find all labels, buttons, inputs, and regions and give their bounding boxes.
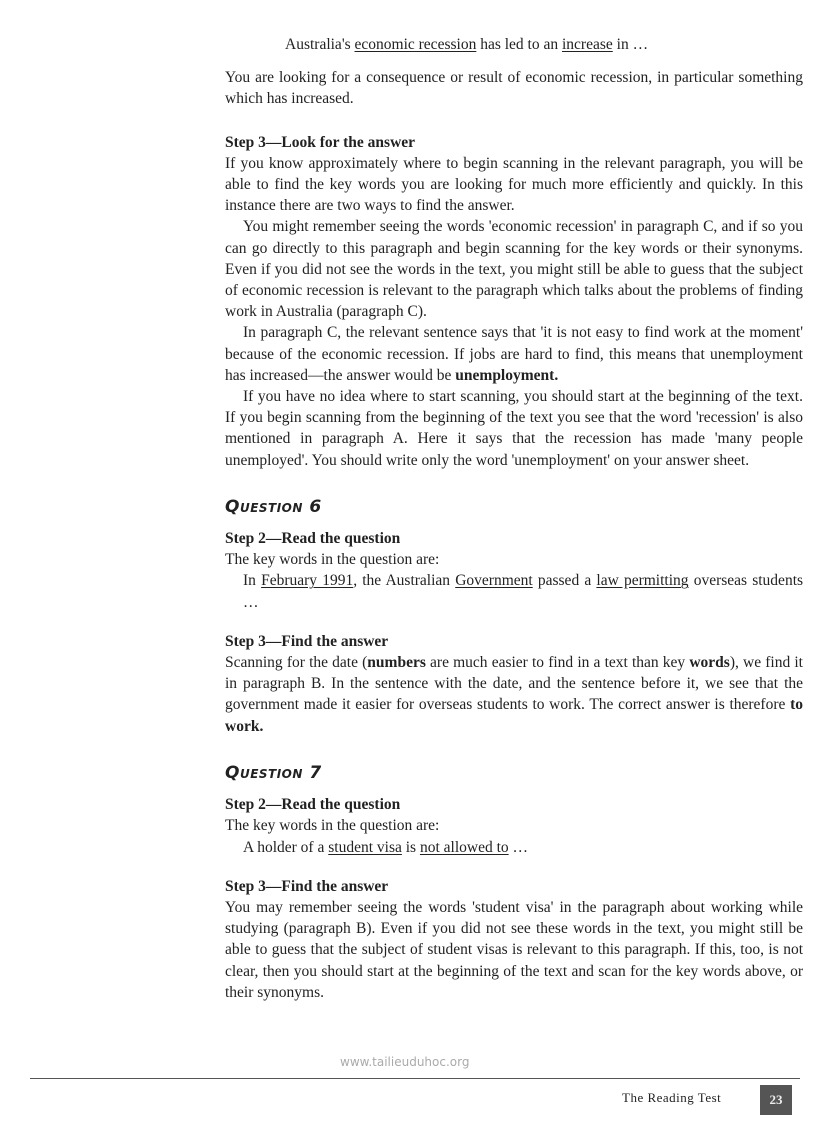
q6-step2-title: Step 2—Read the question — [225, 530, 401, 548]
watermark: www.tailieuduhoc.org — [340, 1055, 470, 1069]
text: In — [243, 572, 262, 590]
text: in … — [612, 36, 649, 53]
q6-answer — [225, 652, 803, 737]
underlined-keyword: student visa — [328, 838, 402, 856]
intro-quote — [225, 34, 803, 55]
underlined-keyword: law permitting — [596, 572, 689, 590]
text: Scanning for the date ( — [225, 654, 368, 672]
q7-keywords-intro: The key words in the question are: — [225, 817, 440, 835]
answer-bold: to work. — [225, 696, 803, 735]
q6-keywords-intro: The key words in the question are: — [225, 551, 440, 569]
q5-paragraph: You might remember seeing the words 'economic recession' in paragraph C, and if so you can go directly to this paragraph and begin scanning for the key words or their synonyms. Even if you did not see the words in the text, you might still be able to guess that the subject of economic recession is relevant to the paragraph which talks about the problems of finding work in Australia (paragraph C). — [225, 218, 803, 321]
q7-step3-title: Step 3—Find the answer — [225, 877, 389, 895]
q6-question-quote — [225, 570, 803, 612]
bold-text: numbers — [367, 654, 426, 672]
text: overseas students … — [243, 572, 804, 611]
underlined-keyword: February 1991 — [261, 572, 354, 590]
footer-rule — [30, 1078, 800, 1079]
text: … — [508, 838, 529, 856]
text: , the Australian — [353, 572, 456, 590]
underlined-keyword: economic recession — [354, 36, 477, 53]
page-number: 23 — [760, 1085, 792, 1115]
q5-paragraph: If you know approximately where to begin scanning in the relevant paragraph, you will be able to find the key words you are looking for much more efficiently and quickly. In this instance there are two ways to find the answer. — [225, 154, 803, 215]
footer-section-label: The Reading Test — [622, 1090, 722, 1105]
answer-bold: unemployment. — [455, 366, 559, 384]
q5-step3-title: Step 3—Look for the answer — [225, 133, 416, 151]
page-content — [225, 34, 803, 1003]
text: passed a — [532, 572, 597, 590]
bold-text: words — [689, 654, 730, 672]
underlined-keyword: Government — [455, 572, 533, 590]
text: has led to an — [476, 36, 562, 53]
text: In paragraph C, the relevant sentence says that 'it is not easy to find work at the moment' because of the economic recession. If jobs are hard to find, this means that unemployment has increased—the answer would be — [225, 324, 803, 384]
q5-paragraph: If you have no idea where to start scanning, you should start at the beginning of the text. If you begin scanning from the beginning of the text you see that the word 'recession' is also mentioned in paragraph A. Here it says that the recession has made 'many people unemployed'. You should write only the word 'unemployment' on your answer sheet. — [225, 388, 803, 469]
text: Australia's — [285, 36, 355, 53]
underlined-keyword: increase — [562, 36, 613, 53]
question-7-heading: Question 7 — [225, 762, 322, 783]
underlined-keyword: not allowed to — [419, 838, 509, 856]
q5-paragraph — [225, 322, 803, 386]
text: is — [401, 838, 420, 856]
intro-explanation: You are looking for a consequence or result of economic recession, in particular something which has increased. — [225, 69, 803, 108]
q6-step3-title: Step 3—Find the answer — [225, 632, 389, 650]
q7-step2-title: Step 2—Read the question — [225, 796, 401, 814]
text: A holder of a — [243, 838, 329, 856]
q7-answer: You may remember seeing the words 'student visa' in the paragraph about working while studying (paragraph B). Even if you did not see these words in the text, you might still be able to guess that the subject of student visas is relevant to this paragraph. If this, too, is not clear, then you should start at the beginning of the text and scan for the key words above, or their synonyms. — [225, 898, 803, 1001]
question-6-heading: Question 6 — [225, 496, 322, 517]
q7-question-quote — [225, 837, 803, 858]
text: ), we find it in paragraph B. In the sentence with the date, and the sentence before it, we see that the government made it easier for overseas students to work. The correct answer is therefore — [225, 654, 803, 714]
text: are much easier to find in a text than key — [425, 654, 690, 672]
